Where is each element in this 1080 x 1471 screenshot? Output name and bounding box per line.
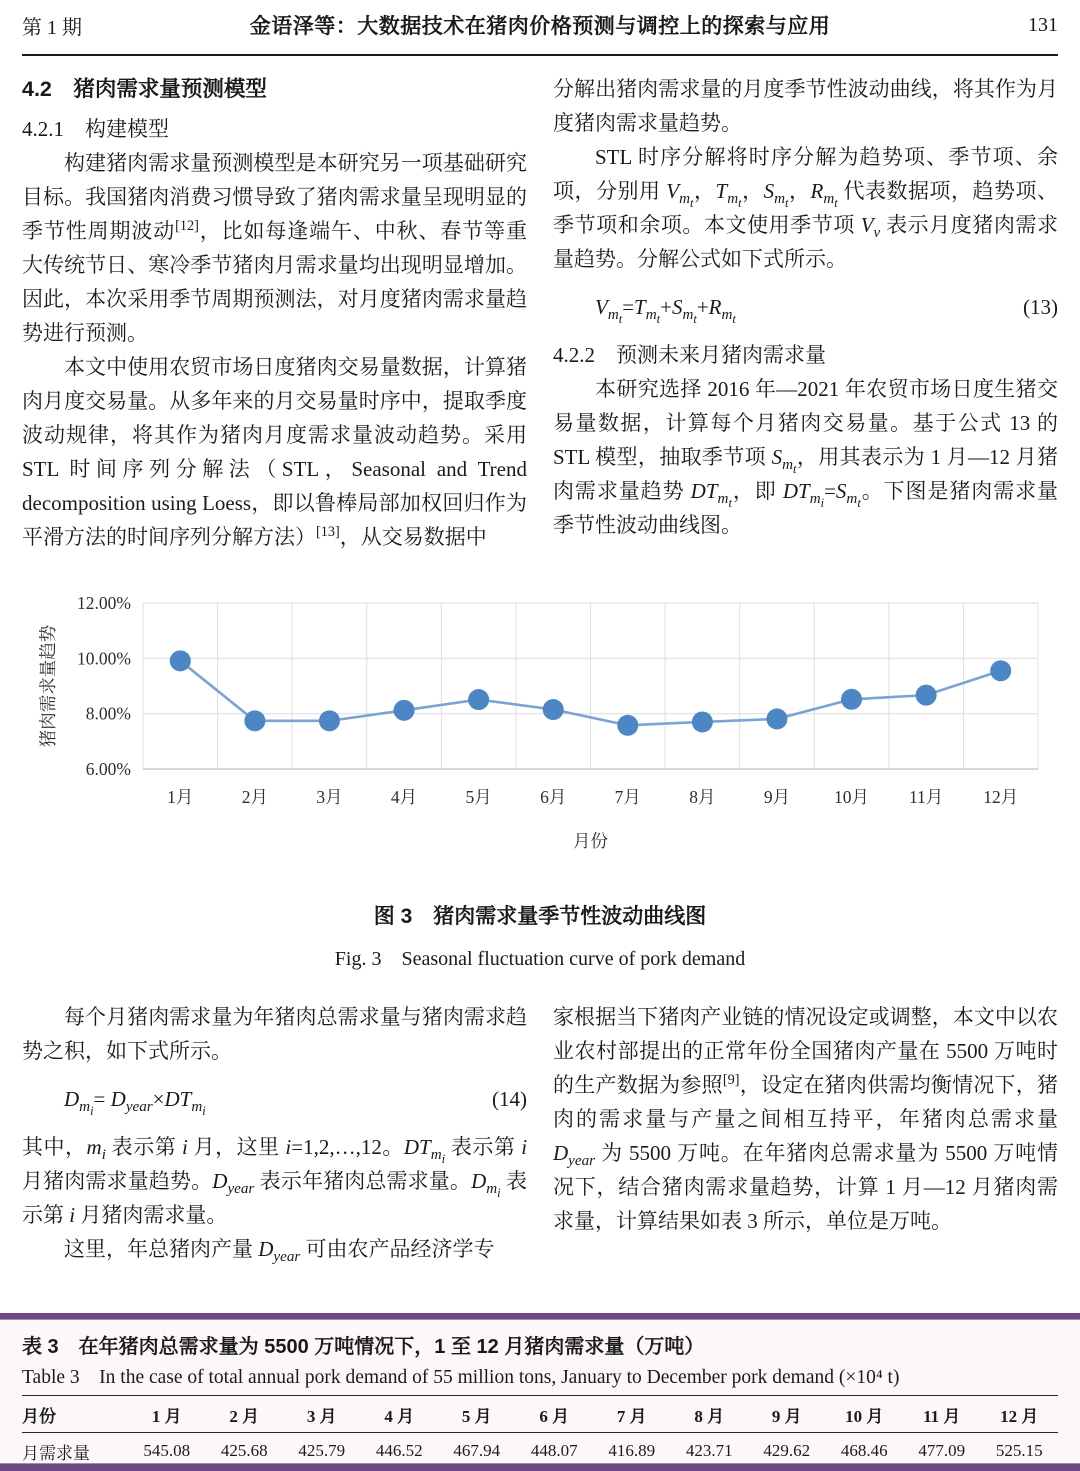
table-cell: 425.68 xyxy=(220,1441,268,1460)
figure-3-caption-en: Fig. 3 Seasonal fluctuation curve of pork demand xyxy=(334,948,746,970)
formula-13 xyxy=(595,290,1058,327)
data-point-marker xyxy=(692,711,713,732)
paragraph-monthly-demand: 每个月猪肉需求量为年猪肉总需求量与猪肉需求趋势之积，如下式所示。 xyxy=(22,1005,527,1063)
y-axis-title: 猪肉需求量趋势 xyxy=(38,624,58,748)
table-cell: 525.15 xyxy=(995,1441,1043,1460)
table-cell: 4 月 xyxy=(384,1406,415,1426)
paragraph-build-model: 构建猪肉需求量预测模型是本研究另一项基础研究目标。我国猪肉消费习惯导致了猪肉需求量呈现明显的季节性周期波动[12]，比如每逢端午、中秋、春节等重大传统节日、寒冷季节猪肉月需求量均出现明显增加。因此，本次采用季节周期预测法，对月度猪肉需求量趋势进行预测。 xyxy=(22,151,528,345)
table-bottom-rule xyxy=(0,1463,1080,1471)
formula-14-body: $D_{m_i}= D_{year}\times DT_{m_i}$ xyxy=(64,1087,206,1119)
page-header xyxy=(22,10,1058,56)
table-3-head xyxy=(22,1396,1058,1433)
y-tick-label: 8.00% xyxy=(85,703,131,724)
table-cell: 2 月 xyxy=(229,1406,260,1426)
section-4-2-1-heading: 4.2.1 构建模型 xyxy=(22,117,169,141)
x-tick-label: 1月 xyxy=(167,787,194,807)
table-cell: 3 月 xyxy=(306,1406,337,1426)
data-point-marker xyxy=(766,708,787,729)
table-cell: 1 月 xyxy=(151,1406,182,1426)
formula-13-number: (13) xyxy=(1023,295,1058,319)
x-tick-label: 4月 xyxy=(390,787,418,807)
formula-14 xyxy=(64,1082,527,1119)
formula-13-body: $V_{m_t}=T_{m_t}+S_{m_t}+R_{m_t}$ xyxy=(595,295,736,327)
data-point-marker xyxy=(468,689,489,710)
table-cell: 425.79 xyxy=(298,1441,346,1460)
table-cell: 月份 xyxy=(22,1406,56,1426)
left-column-bottom xyxy=(22,1000,527,1266)
figure-3-caption-zh: 图 3 猪肉需求量季节性波动曲线图 xyxy=(373,905,707,928)
paragraph-stl-intro: 本文中使用农贸市场日度猪肉交易量数据，计算猪肉月度交易量。从多年来的月交易量时序中，提取季度波动规律，将其作为猪肉月度需求量波动趋势。采用 STL 时间序列分解法（STL，Seasonal and Trend decomposition using Loess，即以鲁棒局部加权回归作为平滑方法的时间序列分解方法）[13]，从交易数据中 xyxy=(22,355,527,549)
table-cell: 8 月 xyxy=(694,1406,725,1426)
x-tick-label: 9月 xyxy=(763,787,791,807)
table-cell: 468.46 xyxy=(840,1441,888,1460)
table-cell: 446.52 xyxy=(375,1441,423,1460)
data-point-marker xyxy=(319,710,340,731)
formula-14-number: (14) xyxy=(492,1087,527,1111)
section-4-2-2-heading: 4.2.2 预测未来月猪肉需求量 xyxy=(553,343,826,367)
data-point-marker xyxy=(990,660,1011,681)
table-cell: 467.94 xyxy=(453,1441,501,1460)
x-tick-label: 8月 xyxy=(689,787,716,807)
figure-3 xyxy=(38,583,1043,878)
x-tick-label: 6月 xyxy=(540,787,567,807)
x-tick-label: 3月 xyxy=(316,787,343,807)
x-tick-label: 10月 xyxy=(834,787,870,807)
x-axis-title: 月份 xyxy=(573,831,608,851)
y-tick-label: 10.00% xyxy=(77,648,131,669)
seasonal-fluctuation-line-chart xyxy=(38,583,1043,878)
data-point-marker xyxy=(916,685,937,706)
x-tick-label: 12月 xyxy=(983,787,1019,807)
table-cell: 448.07 xyxy=(530,1441,578,1460)
data-point-marker xyxy=(170,650,191,671)
table-cell: 6 月 xyxy=(539,1406,570,1426)
table-cell: 11 月 xyxy=(923,1406,961,1426)
right-column-top xyxy=(553,72,1058,554)
table-3-section xyxy=(0,1313,1080,1471)
table-top-rule xyxy=(0,1313,1080,1320)
paragraph-dyear-intro: 这里，年总猪肉产量 $D_{year}$ 可由农产品经济学专 xyxy=(64,1237,495,1266)
journal-issue: 第 1 期 xyxy=(22,16,82,39)
y-tick-label: 6.00% xyxy=(85,759,131,779)
x-tick-label: 2月 xyxy=(241,787,268,807)
top-columns xyxy=(22,72,1058,554)
y-tick-label: 12.00% xyxy=(77,593,131,613)
table-3 xyxy=(22,1395,1058,1469)
paragraph-dyear-continuation: 家根据当下猪肉产业链的情况设定或调整，本文中以农业农村部提出的正常年份全国猪肉产量在 5500 万吨时的生产数据为参照[9]，设定在猪肉供需均衡情况下，猪肉的需求量与产量之间相互持平，年猪肉总需求量 $D_{year}$ 为 5500 万吨。在年猪肉总需求量为 5500 万吨情况下，结合猪肉需求量趋势，计算 1 月—12 月猪肉需求量，计算结果如表 3 所示，单位是万吨。 xyxy=(553,1005,1059,1233)
paragraph-symbol-definitions: 其中，$m_i$ 表示第 i 月，这里 i=1,2,…,12。$DT_{m_i}$ 表示第 i 月猪肉需求量趋势。$D_{year}$ 表示年猪肉总需求量。$D_{m_i}$ 表示第 i 月猪肉需求量。 xyxy=(22,1135,528,1227)
x-tick-label: 11月 xyxy=(908,787,944,807)
bottom-columns xyxy=(22,1000,1058,1266)
table-cell: 12 月 xyxy=(1000,1406,1039,1426)
page-number: 131 xyxy=(1028,13,1058,36)
x-tick-label: 7月 xyxy=(614,787,641,807)
data-point-marker xyxy=(543,699,564,720)
table-cell: 423.71 xyxy=(685,1441,733,1460)
paragraph-forecast-months: 本研究选择 2016 年—2021 年农贸市场日度生猪交易量数据，计算每个月猪肉交易量。基于公式 13 的 STL 模型，抽取季节项 $S_{m_t}$，用其表示为 1 月—12 月猪肉需求量趋势 $DT_{m_t}$，即 $DT_{m_i}=S_{m_t}$。下图是猪肉需求量季节性波动曲线图。 xyxy=(553,377,1059,537)
data-point-marker xyxy=(617,715,638,736)
table-cell: 5 月 xyxy=(461,1406,492,1426)
data-point-marker xyxy=(394,700,415,721)
row-label-cell: 月需求量 xyxy=(22,1443,90,1463)
table-cell: 9 月 xyxy=(771,1406,802,1426)
table-cell: 429.62 xyxy=(763,1441,811,1460)
paragraph-decompose-continuation: 分解出猪肉需求量的月度季节性波动曲线，将其作为月度猪肉需求量趋势。 xyxy=(553,77,1058,135)
figure-3-captions xyxy=(0,900,1080,971)
x-tick-label: 5月 xyxy=(465,787,492,807)
table-cell: 545.08 xyxy=(143,1441,191,1460)
section-4-2-heading: 4.2 猪肉需求量预测模型 xyxy=(22,77,267,101)
paragraph-stl-terms: STL 时序分解将时序分解为趋势项、季节项、余项，分别用 $V_{m_t}$，$T_{m_t}$，$S_{m_t}$，$R_{m_t}$ 代表数据项，趋势项、季节项和余项。本文使用季节项 $V_v$ 表示月度猪肉需求量趋势。分解公式如下式所示。 xyxy=(553,145,1059,271)
right-column-bottom xyxy=(553,1000,1058,1266)
table-header-row xyxy=(22,1396,1058,1433)
data-point-marker xyxy=(841,689,862,710)
running-title: 金语泽等：大数据技术在猪肉价格预测与调控上的探索与应用 xyxy=(249,15,831,38)
table-cell: 7 月 xyxy=(616,1406,647,1426)
left-column-top xyxy=(22,72,527,554)
table-cell: 416.89 xyxy=(608,1441,656,1460)
data-point-marker xyxy=(244,710,265,731)
table-cell: 477.09 xyxy=(918,1441,966,1460)
table-3-caption-en: Table 3 In the case of total annual pork demand of 55 million tons, January to December pork demand (×10⁴ t) xyxy=(22,1367,900,1388)
table-cell: 10 月 xyxy=(845,1406,884,1426)
table-3-caption-zh: 表 3 在年猪肉总需求量为 5500 万吨情况下，1 至 12 月猪肉需求量（万吨） xyxy=(22,1336,705,1358)
